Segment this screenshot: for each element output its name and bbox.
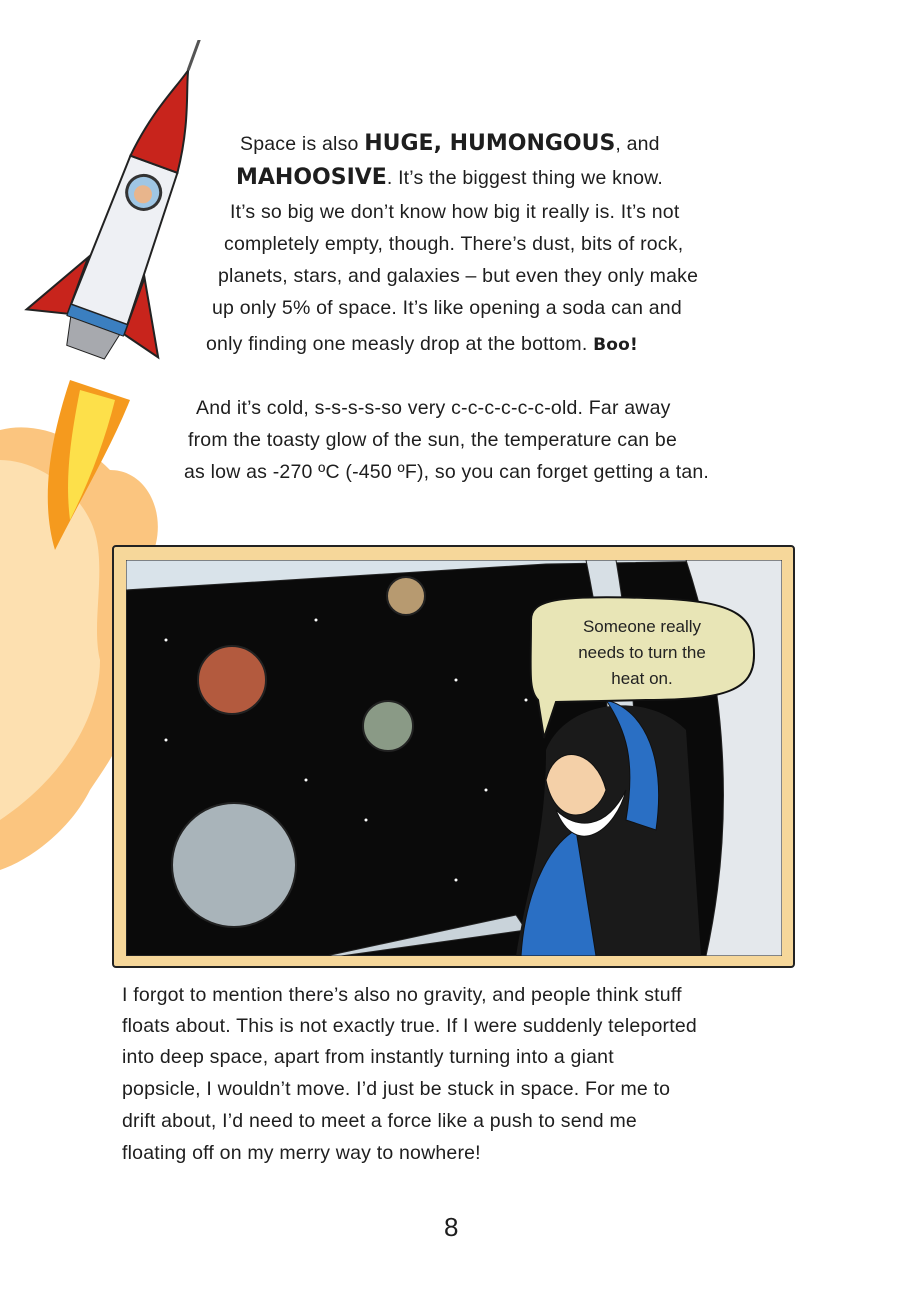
text-line: planets, stars, and galaxies – but even they only make [218, 265, 699, 287]
text-line: floating off on my merry way to nowhere! [122, 1142, 481, 1164]
planet-icon [387, 577, 425, 615]
text-line: I forgot to mention there’s also no gravity, and people think stuff [122, 984, 682, 1006]
text: only finding one measly drop at the bottom. [206, 333, 594, 355]
speech-line: Someone really [582, 617, 702, 636]
text: Space is also [240, 133, 365, 155]
emphasis-text: MAHOOSIVE [236, 165, 387, 190]
text-line [206, 333, 638, 356]
planet-icon [198, 646, 266, 714]
speech-line: needs to turn the [578, 643, 706, 662]
text-line: drift about, I’d need to meet a force like a push to send me [122, 1110, 637, 1132]
page-number: 8 [444, 1212, 459, 1242]
planet-icon [363, 701, 413, 751]
text-line: floats about. This is not exactly true. If I were suddenly teleported [122, 1015, 697, 1037]
text: , and [615, 133, 660, 155]
text-line: as low as -270 ºC (-450 ºF), so you can forget getting a tan. [184, 461, 710, 483]
comic-panel [112, 545, 795, 968]
text-line: from the toasty glow of the sun, the temperature can be [188, 429, 678, 451]
text-line: completely empty, though. There’s dust, bits of rock, [224, 233, 684, 255]
text-line: And it’s cold, s-s-s-s-so very c-c-c-c-c-c-old. Far away [196, 397, 671, 419]
text-line [236, 165, 663, 190]
text-line: into deep space, apart from instantly turning into a giant [122, 1046, 614, 1068]
text: . It’s the biggest thing we know. [386, 167, 663, 189]
text-line: popsicle, I wouldn’t move. I’d just be stuck in space. For me to [122, 1078, 671, 1100]
text-line: It’s so big we don’t know how big it really is. It’s not [230, 201, 680, 223]
emphasis-text: Boo! [593, 335, 638, 355]
planet-icon [172, 803, 296, 927]
speech-line: heat on. [611, 669, 673, 688]
emphasis-text: HUGE, HUMONGOUS [364, 131, 616, 156]
text-line: up only 5% of space. It’s like opening a soda can and [212, 297, 682, 319]
text-line [240, 131, 660, 156]
speech-bubble-text [550, 614, 734, 692]
